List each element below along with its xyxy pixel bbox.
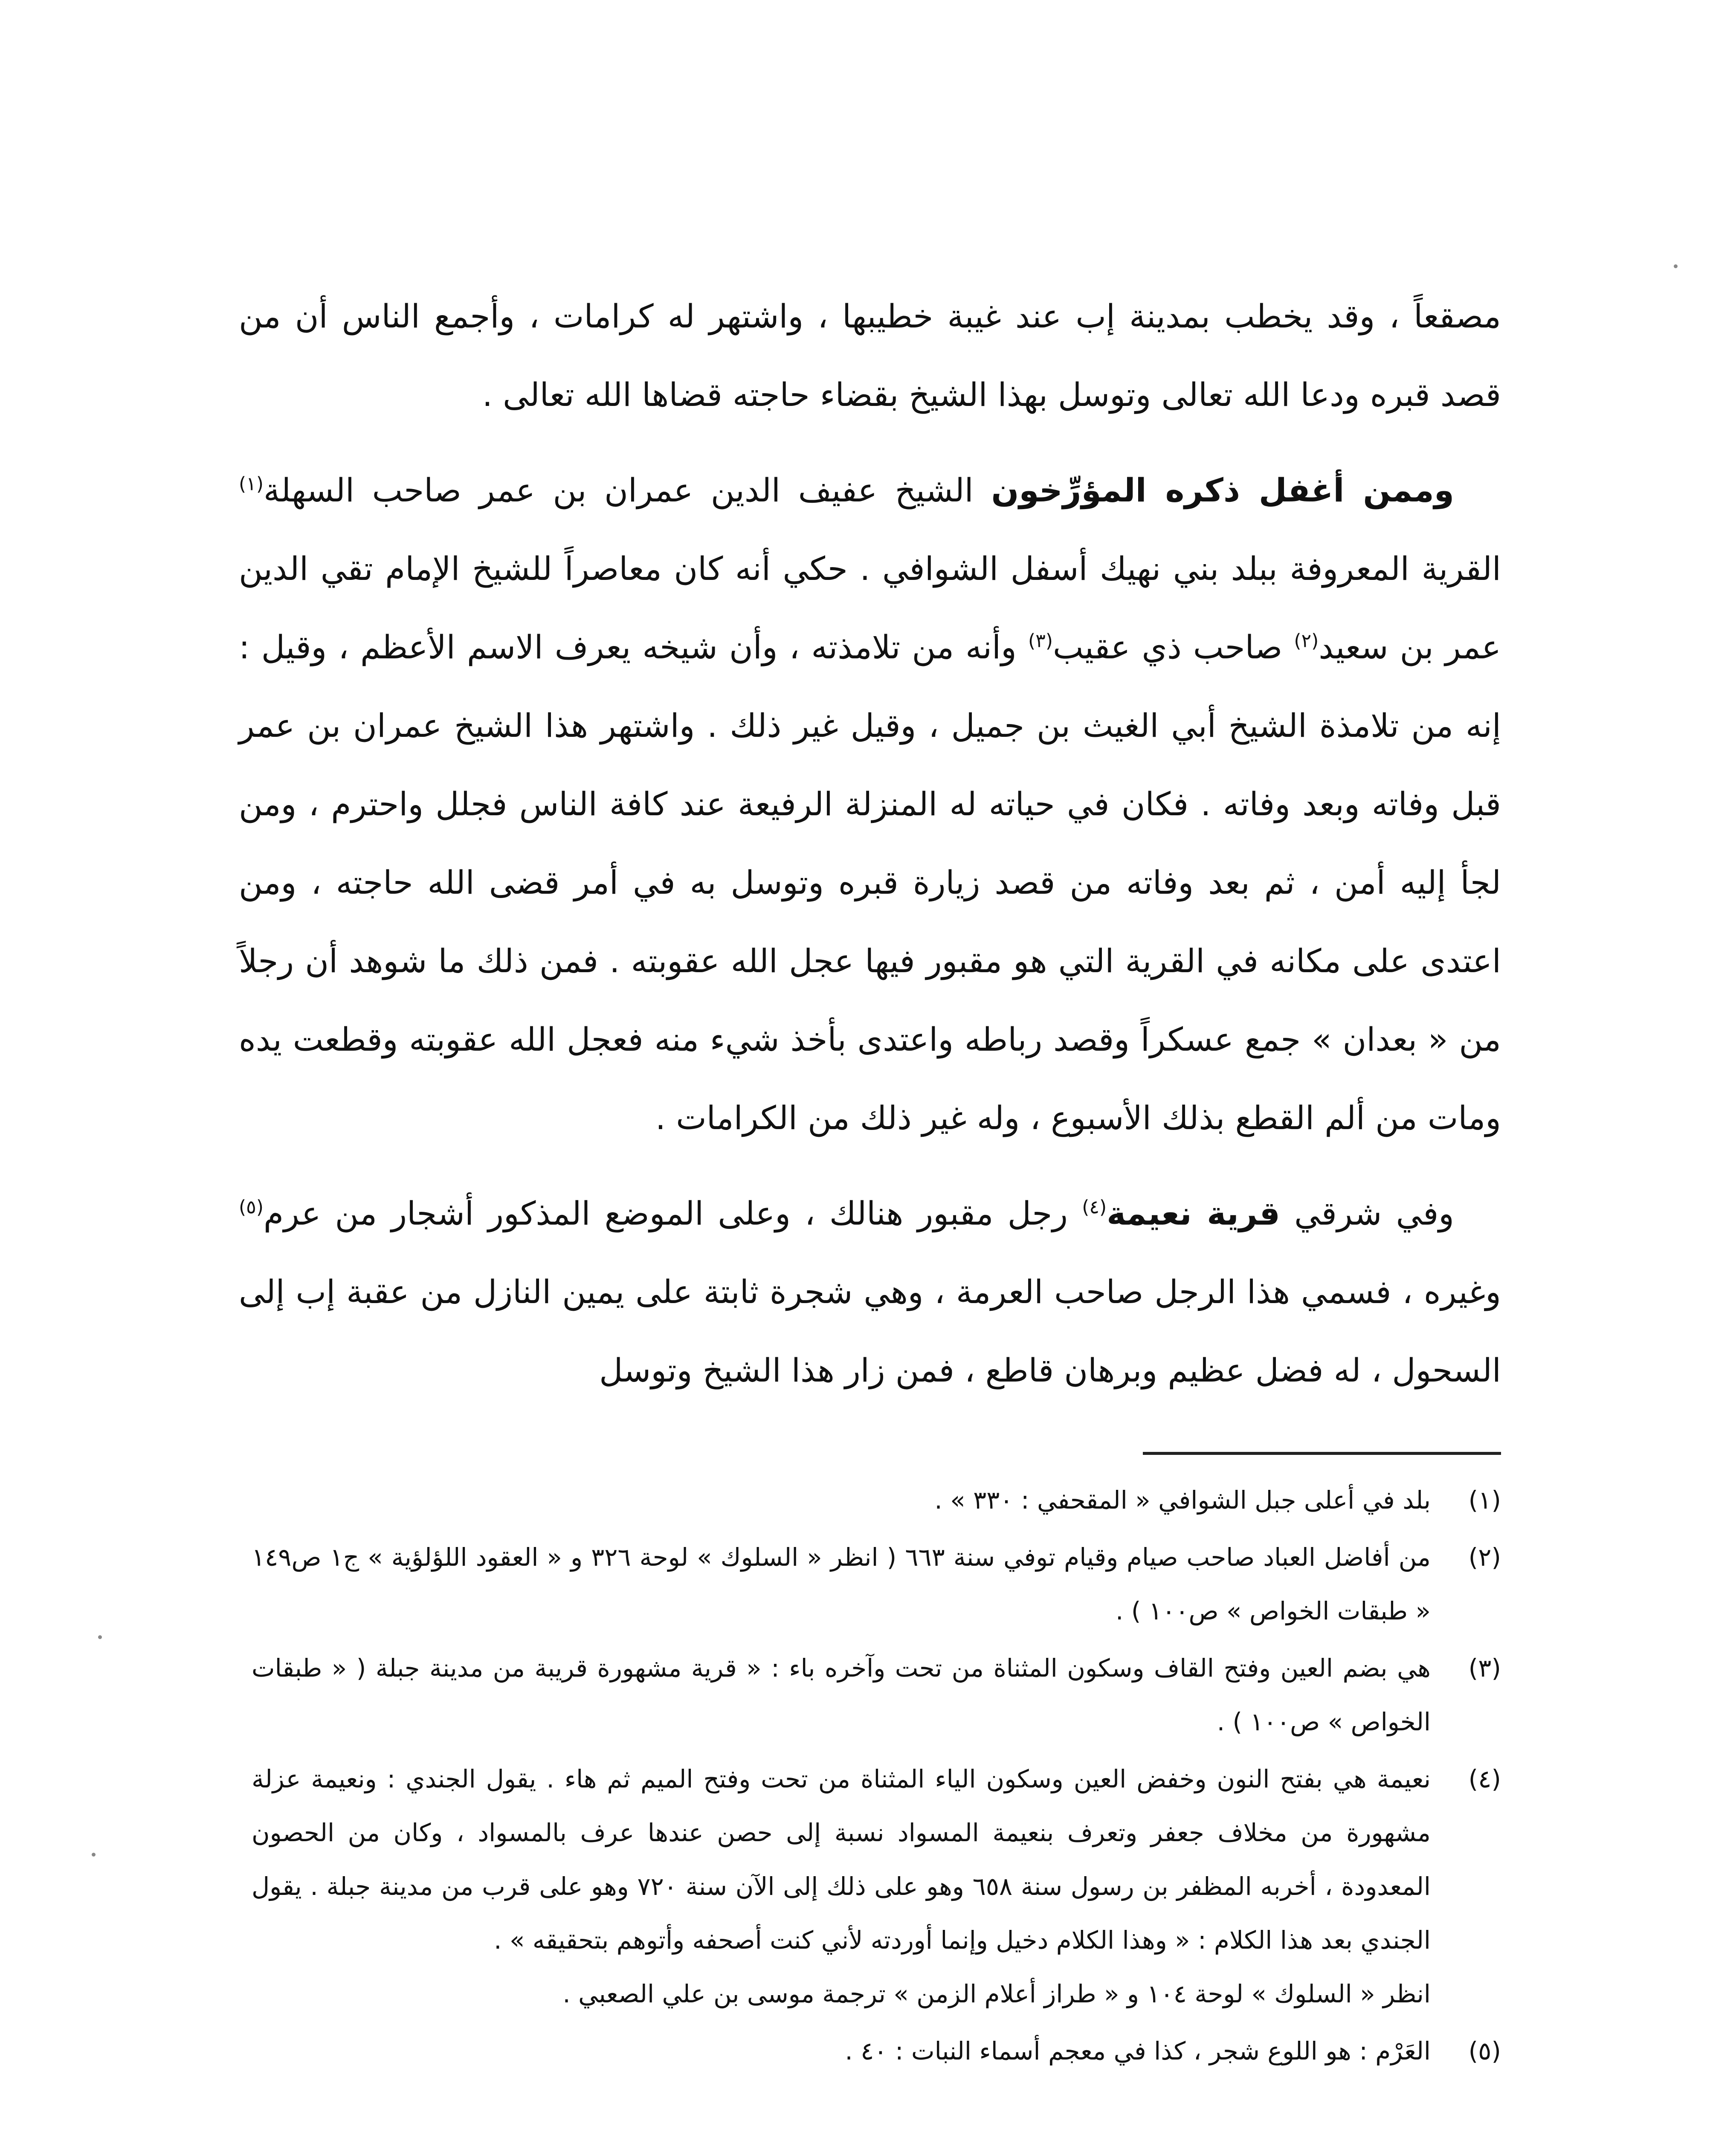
paragraph-3-text-a: وفي شرقي: [1280, 1194, 1454, 1232]
footnote-2-number: (٢): [1468, 1543, 1501, 1572]
footnote-1: [252, 1473, 1501, 1527]
footnote-3-body: [252, 1641, 1431, 1749]
paragraph-2-text-d: وأنه من تلامذته ، وأن شيخه يعرف الاسم الأعظم ، وقيل : إنه من تلامذة الشيخ أبي الغيث بن جميل ، وقيل غير ذلك . واشتهر هذا الشيخ عمران بن عمر قبل وفاته وبعد وفاته . فكان في حياته له المنزلة الرفيعة عند كافة الناس فجلل واحترم ، ومن لجأ إليه أمن ، ثم بعد وفاته من قصد زيارة قبره وتوسل به في أمر قضى الله حاجته ، ومن اعتدى على مكانه في القرية التي هو مقبور فيها عجل الله عقوبته . فمن ذلك ما شوهد أن رجلاً من « بعدان » جمع عسكراً وقصد رباطه واعتدى بأخذ شيء منه فعجل الله عقوبته وقطعت يده ومات من ألم القطع بذلك الأسبوع ، وله غير ذلك من الكرامات .: [239, 628, 1501, 1137]
footnote-5-number: (٥): [1468, 2036, 1501, 2065]
paragraph-2: [239, 451, 1501, 1157]
paragraph-3-village-name: قرية نعيمة: [1107, 1194, 1280, 1232]
paragraph-2-heading: وممن أغفل ذكره المؤرِّخون: [991, 471, 1454, 509]
footnote-4-body: [252, 1752, 1431, 2021]
footnotes-section: [252, 1473, 1501, 2081]
paragraph-3-text-c: وغيره ، فسمي هذا الرجل صاحب العرمة ، وهي شجرة ثابتة على يمين النازل من عقبة إب إلى السحول ، له فضل عظيم وبرهان قاطع ، فمن زار هذا الشيخ وتوسل: [239, 1273, 1501, 1389]
footnote-ref-5: (٥): [239, 1196, 264, 1218]
footnote-ref-3: (٣): [1028, 630, 1053, 652]
footnote-2-line-1: من أفاضل العباد صاحب صيام وقيام توفي سنة ٦٦٣ ( انظر « السلوك » لوحة ٣٢٦ و « العقود اللؤلؤية » ج١ ص١٤٩ « طبقات الخواص » ص١٠٠ ) .: [252, 1543, 1431, 1625]
scan-speck-3: [92, 1853, 96, 1857]
footnote-3: [252, 1641, 1501, 1749]
footnote-3-line-1: هي بضم العين وفتح القاف وسكون المثناة من تحت وآخره باء : « قرية مشهورة قريبة من مدينة جبلة ( « طبقات الخواص » ص١٠٠ ) .: [252, 1654, 1431, 1736]
footnote-5-line-1: العَرْم : هو اللوع شجر ، كذا في معجم أسماء النبات : ٤٠ .: [845, 2036, 1431, 2065]
footnote-2-body: [252, 1530, 1431, 1638]
paragraph-1-text: مصقعاً ، وقد يخطب بمدينة إب عند غيبة خطيبها ، واشتهر له كرامات ، وأجمع الناس أن من قصد قبره ودعا الله تعالى وتوسل بهذا الشيخ بقضاء حاجته قضاها الله تعالى .: [239, 297, 1501, 414]
footnote-3-number: (٣): [1468, 1654, 1501, 1683]
paragraph-1: [239, 277, 1501, 434]
paragraph-2-text-a: الشيخ عفيف الدين عمران بن عمر صاحب السهلة: [263, 471, 991, 509]
footnote-ref-4: (٤): [1082, 1196, 1107, 1218]
footnote-1-line-1: بلد في أعلى جبل الشوافي « المقحفي : ٣٣٠ » .: [934, 1486, 1431, 1515]
paragraph-3: [239, 1174, 1501, 1410]
main-text: [239, 277, 1501, 1410]
paragraph-3-text-b: رجل مقبور هنالك ، وعلى الموضع المذكور أشجار من عرم: [263, 1194, 1082, 1232]
paragraph-2-text-c: صاحب ذي عقيب: [1053, 628, 1294, 666]
footnote-1-body: [252, 1473, 1431, 1527]
footnote-ref-1: (١): [239, 473, 264, 495]
footnote-2: [252, 1530, 1501, 1638]
footnote-1-number: (١): [1468, 1486, 1501, 1515]
scan-speck-2: [98, 1635, 102, 1639]
paragraph-2-text-b: القرية المعروفة ببلد بني نهيك أسفل الشوافي . حكي أنه كان معاصراً للشيخ الإمام تقي الدين عمر بن سعيد: [239, 550, 1501, 666]
footnote-4-line-2: انظر « السلوك » لوحة ١٠٤ و « طراز أعلام الزمن » ترجمة موسى بن علي الصعبي .: [562, 1979, 1431, 2008]
scan-speck-1: [1674, 264, 1678, 268]
footnote-5: [252, 2024, 1501, 2078]
footnote-4: [252, 1752, 1501, 2021]
footnote-5-body: [252, 2024, 1431, 2078]
footnote-4-line-1: نعيمة هي بفتح النون وخفض العين وسكون الياء المثناة من تحت وفتح الميم ثم هاء . يقول الجندي : ونعيمة عزلة مشهورة من مخلاف جعفر وتعرف بنعيمة المسواد نسبة إلى حصن عندها عرف بالمسواد ، وكان من الحصون المعدودة ، أخربه المظفر بن رسول سنة ٦٥٨ وهو على ذلك إلى الآن سنة ٧٢٠ وهو على قرب من مدينة جبلة . يقول الجندي بعد هذا الكلام : « وهذا الكلام دخيل وإنما أوردته لأني كنت أصحفه وأتوهم بتحقيقه » .: [252, 1764, 1431, 1955]
footnote-4-number: (٤): [1468, 1764, 1501, 1793]
footnote-ref-2: (٢): [1294, 630, 1319, 652]
footnote-separator: [1143, 1452, 1501, 1455]
